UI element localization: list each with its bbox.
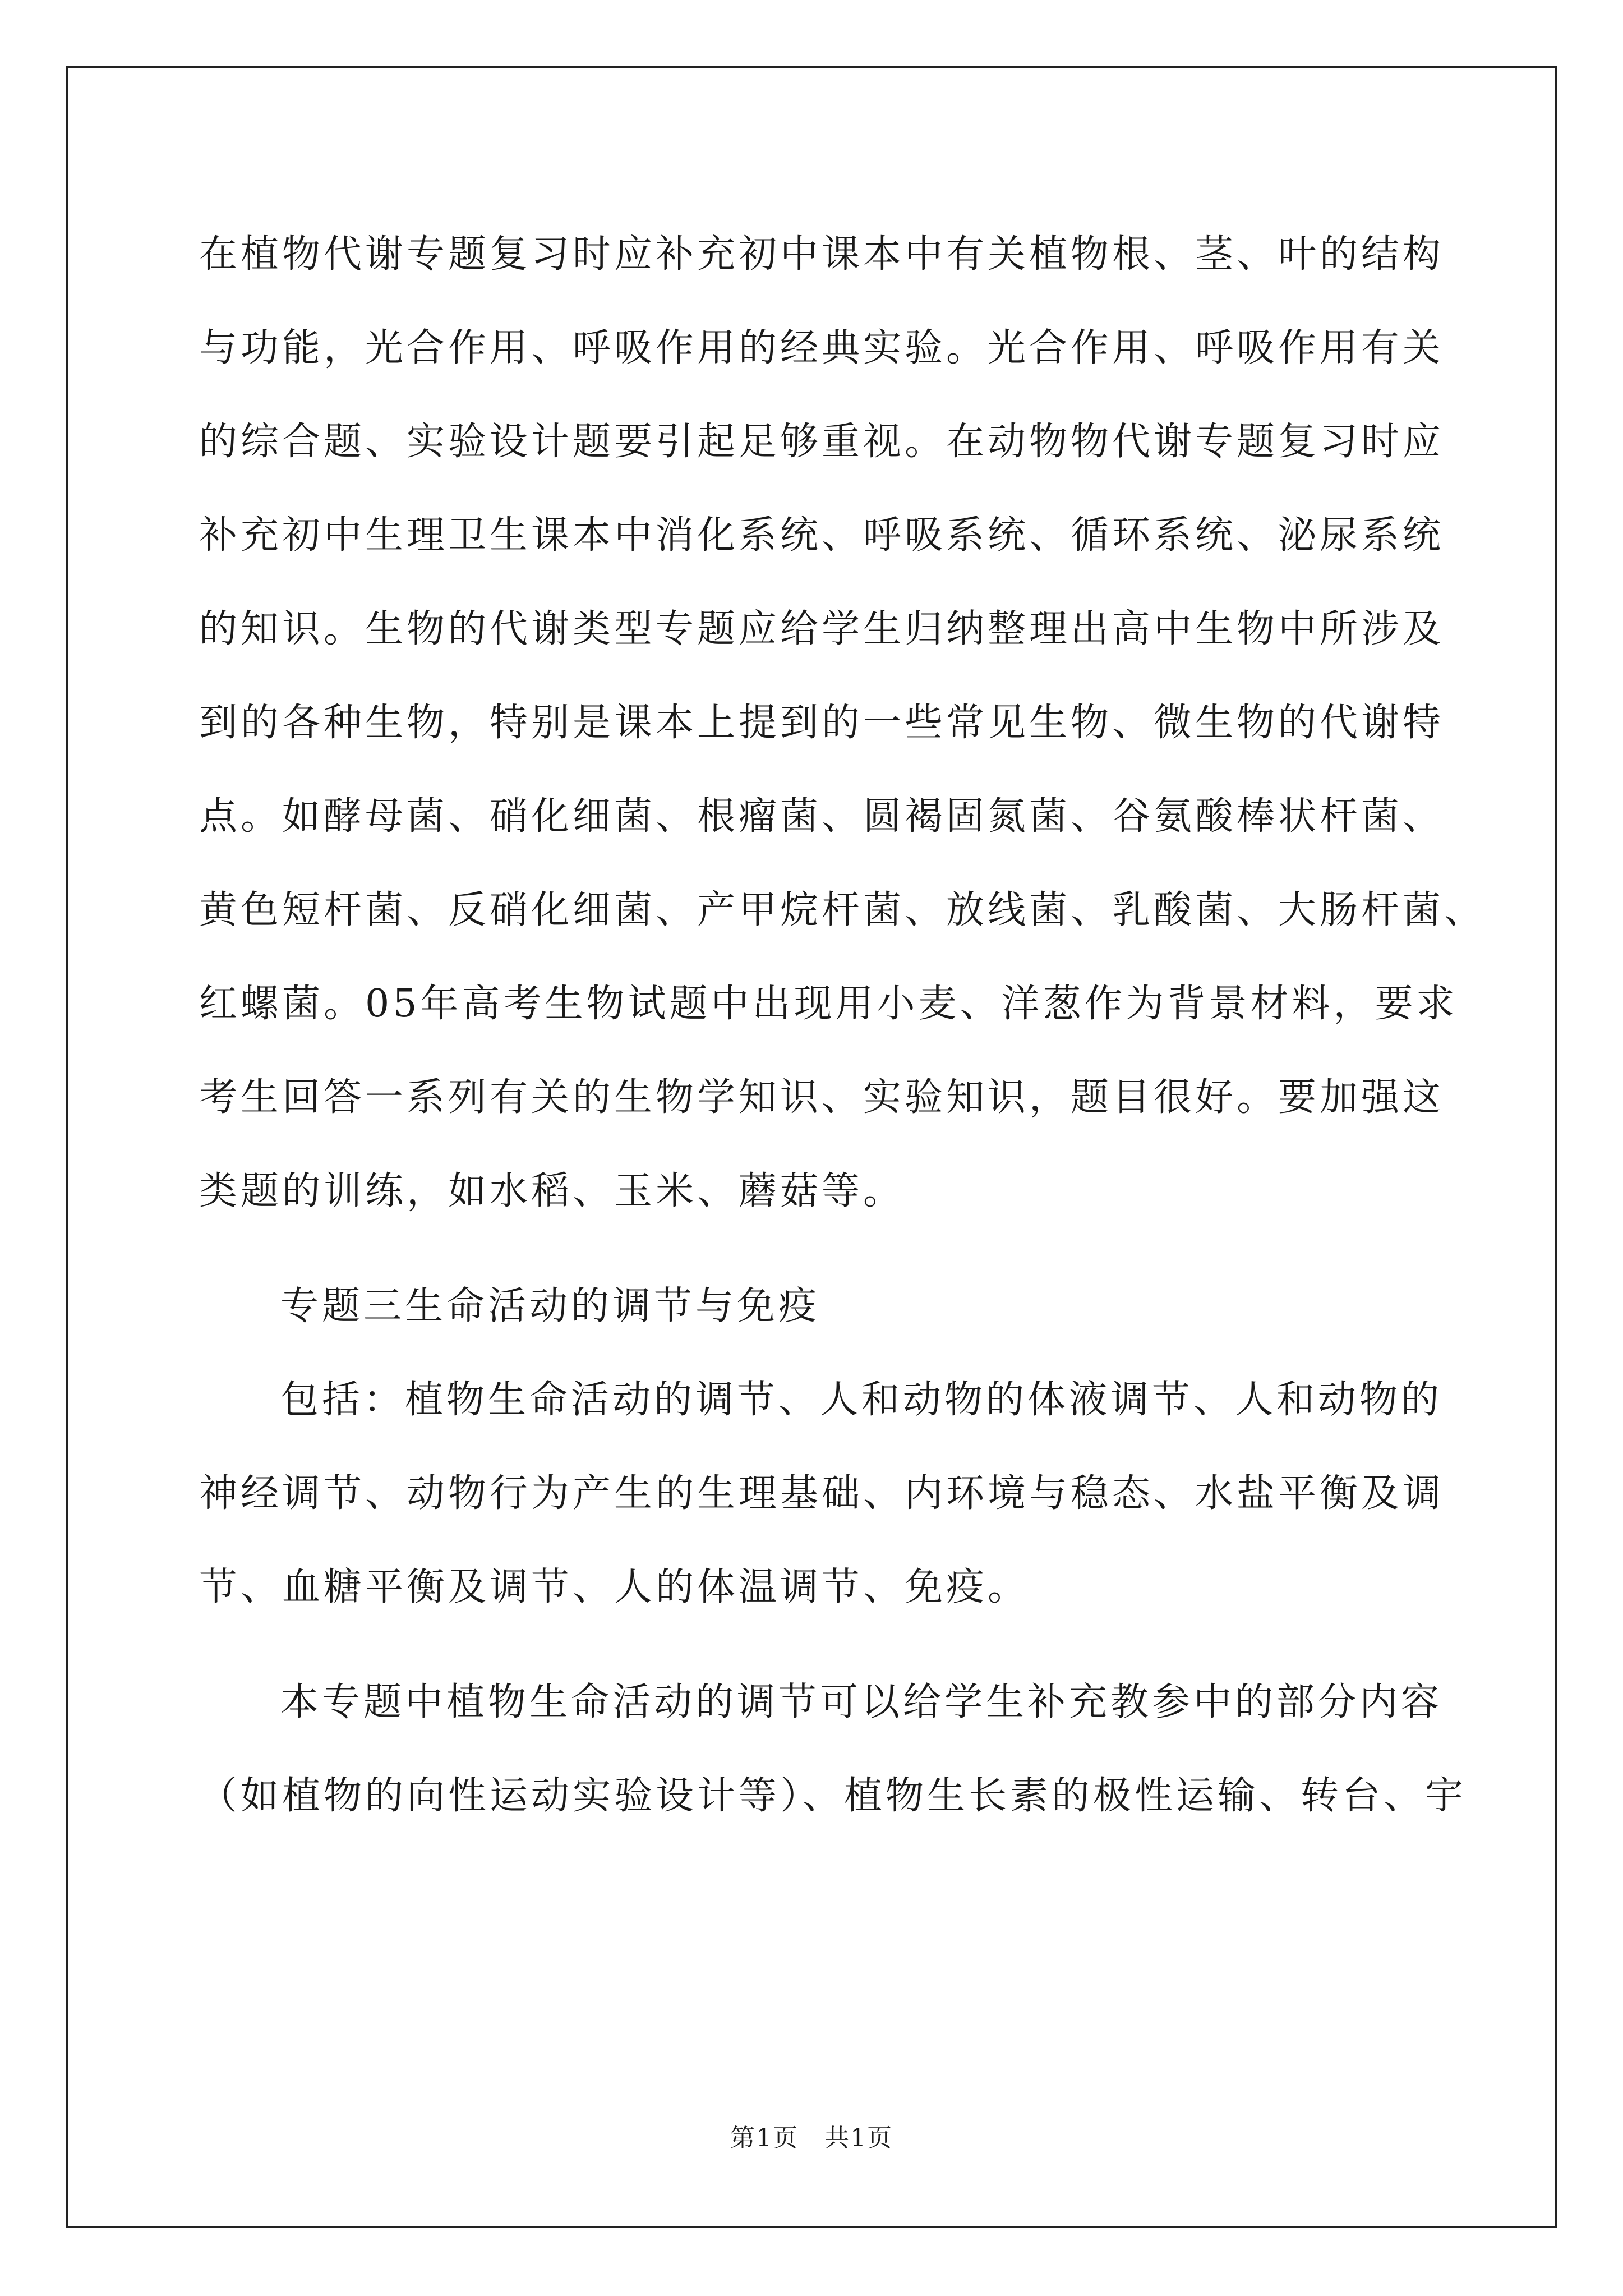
body-line: 节、血糖平衡及调节、人的体温调节、免疫。 <box>199 1565 1030 1609</box>
body-line: 与功能，光合作用、呼吸作用的经典实验。光合作用、呼吸作用有关 <box>199 326 1445 370</box>
body-line: 点。如酵母菌、硝化细菌、根瘤菌、圆褐固氮菌、谷氨酸棒状杆菌、 <box>199 794 1445 839</box>
body-line: 补充初中生理卫生课本中消化系统、呼吸系统、循环系统、泌尿系统 <box>199 513 1445 558</box>
body-line: 本专题中植物生命活动的调节可以给学生补充教参中的部分内容 <box>280 1680 1443 1724</box>
body-line: 神经调节、动物行为产生的生理基础、内环境与稳态、水盐平衡及调 <box>199 1471 1445 1516</box>
body-line: 到的各种生物，特别是课本上提到的一些常见生物、微生物的代谢特 <box>199 701 1445 745</box>
body-line: 红螺菌。05年高考生物试题中出现用小麦、洋葱作为背景材料，要求 <box>199 982 1458 1026</box>
body-line: 的知识。生物的代谢类型专题应给学生归纳整理出高中生物中所涉及 <box>199 607 1445 651</box>
body-line: 包括：植物生命活动的调节、人和动物的体液调节、人和动物的 <box>280 1378 1443 1422</box>
body-line: 黄色短杆菌、反硝化细菌、产甲烷杆菌、放线菌、乳酸菌、大肠杆菌、 <box>199 888 1486 932</box>
document-body <box>199 208 1486 1843</box>
page-number: 第1页 共1页 <box>730 2124 893 2152</box>
body-line: 考生回答一系列有关的生物学知识、实验知识，题目很好。要加强这 <box>199 1075 1445 1120</box>
body-line: 的综合题、实验设计题要引起足够重视。在动物物代谢专题复习时应 <box>199 420 1445 464</box>
section-heading: 专题三生命活动的调节与免疫 <box>280 1284 820 1328</box>
body-line: （如植物的向性运动实验设计等）、植物生长素的极性运输、转台、宇 <box>199 1774 1467 1818</box>
body-line: 在植物代谢专题复习时应补充初中课本中有关植物根、茎、叶的结构 <box>199 232 1445 277</box>
body-line: 类题的训练，如水稻、玉米、蘑菇等。 <box>199 1169 905 1213</box>
